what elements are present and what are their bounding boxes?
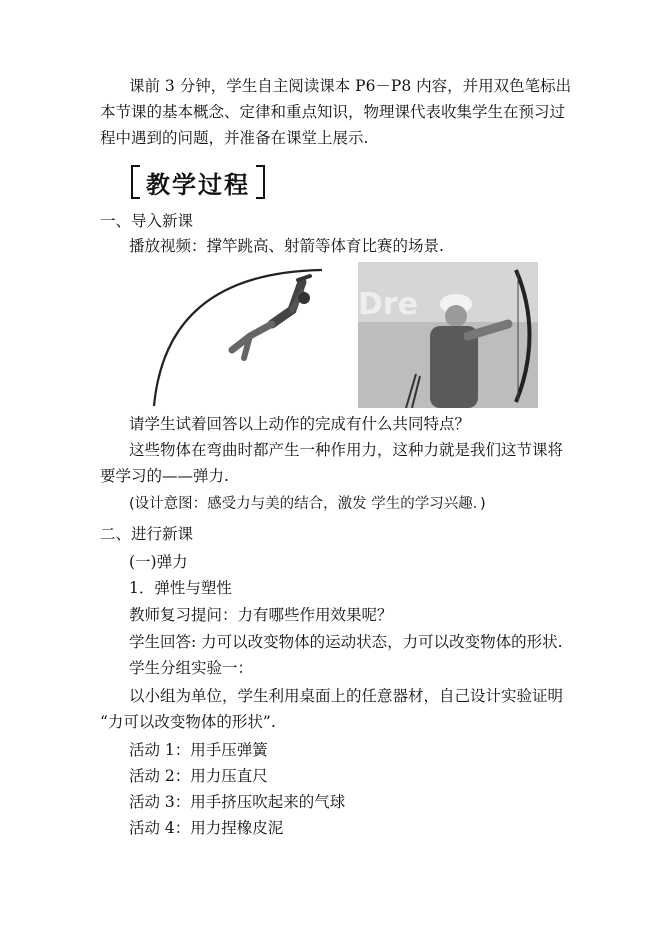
subsection-elastic-force: (一)弹力 <box>129 553 188 571</box>
explain-line-2: 要学习的——弹力. <box>100 467 229 485</box>
pole-vault-image <box>152 262 350 408</box>
activity-1: 活动 1：用手压弹簧 <box>129 741 268 759</box>
intro-line-2: 本节课的基本概念、定律和重点知识，物理课代表收集学生在预习过 <box>100 103 566 121</box>
part1-title: 一、导入新课 <box>100 212 194 230</box>
activity-2: 活动 2：用力压直尺 <box>129 767 268 785</box>
backdrop-text: Dre <box>358 287 419 322</box>
section-heading <box>131 164 265 200</box>
intro-line-3: 程中遇到的问题，并准备在课堂上展示. <box>100 129 369 147</box>
explain-line-1: 这些物体在弯曲时都产生一种作用力，这种力就是我们这节课将 <box>129 441 564 459</box>
teacher-question: 教师复习提问：力有哪些作用效果呢？ <box>129 606 393 624</box>
pole-vault-drawing <box>152 262 350 408</box>
activity-3: 活动 3：用手挤压吹起来的气球 <box>129 793 346 811</box>
section-heading-text: 教学过程 <box>146 170 250 199</box>
archery-image <box>358 262 538 408</box>
student-answer: 学生回答: 力可以改变物体的运动状态，力可以改变物体的形状. <box>129 633 563 651</box>
experiment-line-1: 以小组为单位，学生利用桌面上的任意器材，自己设计实验证明 <box>129 687 564 705</box>
experiment-line-2: “力可以改变物体的形状”. <box>100 713 276 731</box>
subsection-elasticity-plasticity: 1．弹性与塑性 <box>129 579 232 597</box>
video-description: 播放视频：撑竿跳高、射箭等体育比赛的场景. <box>129 237 444 255</box>
activity-4: 活动 4：用力捏橡皮泥 <box>129 819 284 837</box>
right-bracket <box>256 165 265 199</box>
part2-title: 二、进行新课 <box>100 525 194 543</box>
left-bracket <box>131 165 140 199</box>
question-line: 请学生试着回答以上动作的完成有什么共同特点？ <box>129 415 471 433</box>
experiment-title: 学生分组实验一： <box>129 659 254 677</box>
archery-drawing <box>358 262 538 408</box>
design-note: (设计意图：感受力与美的结合，激发 学生的学习兴趣．) <box>129 496 486 512</box>
intro-line-1: 课前 3 分钟，学生自主阅读课本 P6－P8 内容，并用双色笔标出 <box>129 77 572 95</box>
